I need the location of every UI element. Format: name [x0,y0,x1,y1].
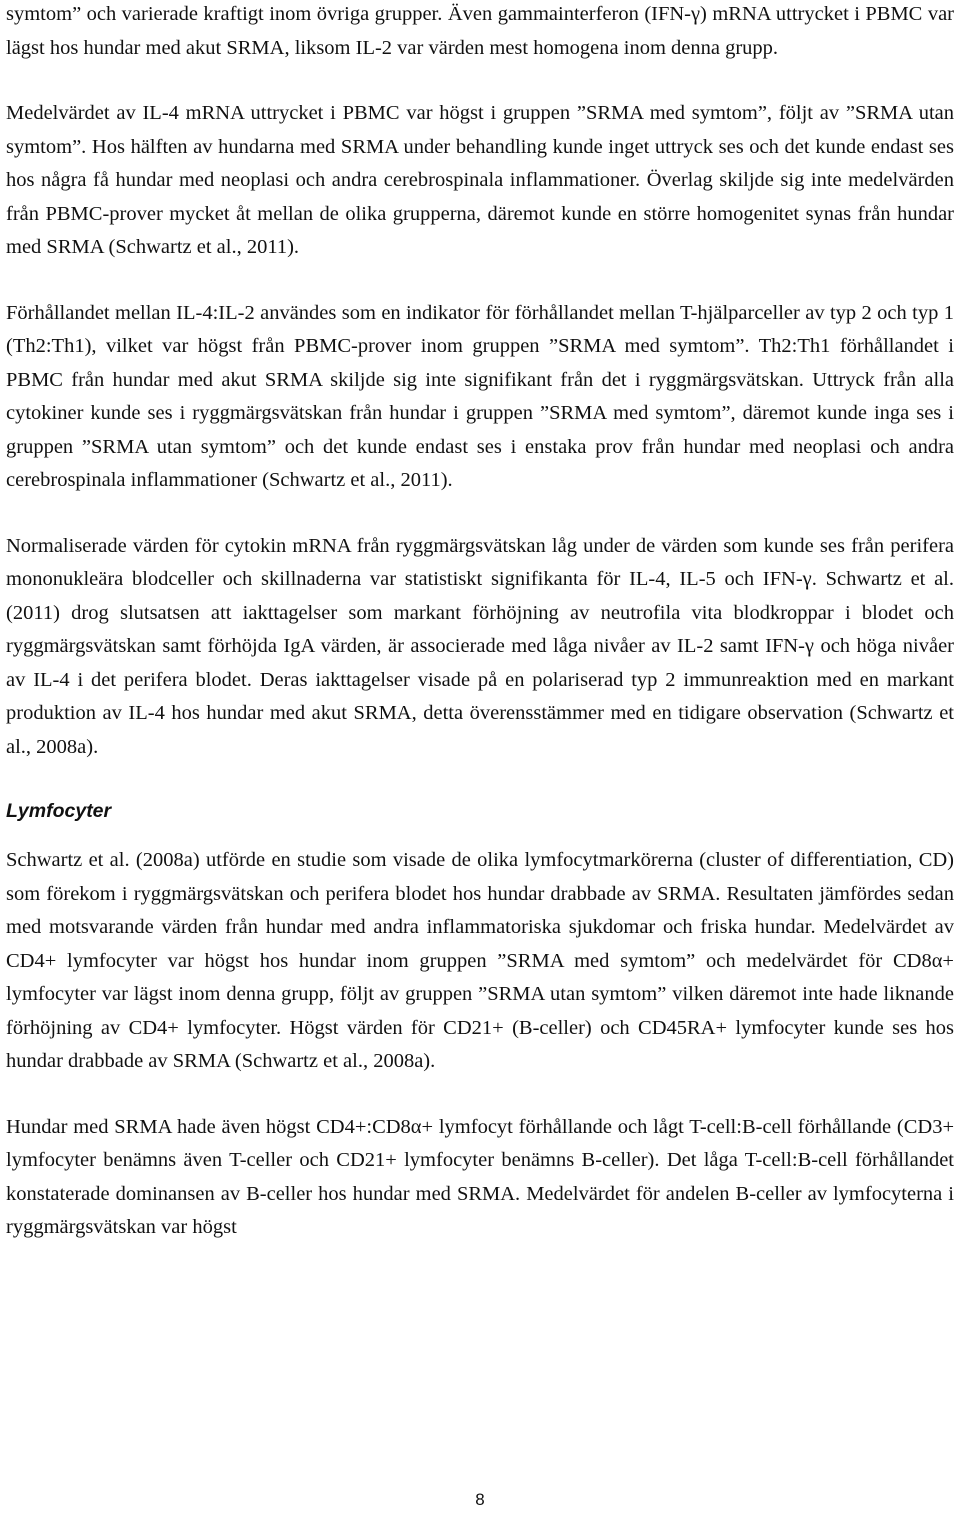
paragraph-il4-mrna: Medelvärdet av IL-4 mRNA uttrycket i PBMC var högst i gruppen ”SRMA med symtom”, följt av ”SRMA utan symtom”. Hos hälften av hundarna med SRMA under behandling kunde inget uttryck ses och det kunde endast ses hos några få hundar med neoplasi och andra cerebrospinala inflammationer. Överlag skiljde sig inte medelvärden från PBMC-prover mycket åt mellan de olika grupperna, däremot kunde en större homogenitet synas från hundar med SRMA (Schwartz et al., 2011). [6,102,954,258]
page-number: 8 [475,1490,485,1509]
paragraph-cd4-cd8-ratio: Hundar med SRMA hade även högst CD4+:CD8α+ lymfocyt förhållande och lågt T-cell:B-cell förhållande (CD3+ lymfocyter benämns även T-celler och CD21+ lymfocyter benämns B-celler). Det låga T-cell:B-cell förhållandet konstaterade dominansen av B-celler hos hundar med SRMA. Medelvärdet för andelen B-celler av lymfocyterna i ryggmärgsvätskan var högst [6,1115,954,1238]
paragraph-lymphocyte-markers: Schwartz et al. (2008a) utförde en studie som visade de olika lymfocytmarkörerna (cluster of differentiation, CD) som förekom i ryggmärgsvätskan och perifera blodet hos hundar drabbade av SRMA. Resultaten jämfördes sedan med motsvarande värden från hundar med andra inflammatoriska sjukdomar och friska hundar. Medelvärdet av CD4+ lymfocyter var högst hos hundar inom gruppen ”SRMA med symtom” och medelvärdet för CD8α+ lymfocyter var lägst inom denna grupp, följt av gruppen ”SRMA utan symtom” vilken däremot inte hade liknande förhöjning av CD4+ lymfocyter. Högst värden för CD21+ (B-celler) och CD45RA+ lymfocyter kunde ses hos hundar drabbade av SRMA (Schwartz et al., 2008a). [6,849,954,1072]
paragraph-normalized-values: Normaliserade värden för cytokin mRNA från ryggmärgsvätskan låg under de värden som kunde ses från perifera mononukleära blodceller och skillnaderna var statistiskt signifikanta för IL-4, IL-5 och IFN-γ. Schwartz et al. (2011) drog slutsatsen att iakttagelser som markant förhöjning av neutrofila vita blodkroppar i blodet och ryggmärgsvätskan samt förhöjda IgA värden, är associerade med låga nivåer av IL-2 samt IFN-γ och höga nivåer av IL-4 i det perifera blodet. Deras iakttagelser visade på en polariserad typ 2 immunreaktion med en markant produktion av IL-4 hos hundar med akut SRMA, detta överensstämmer med en tidigare observation (Schwartz et al., 2008a). [6,534,954,758]
section-heading-lymfocyter: Lymfocyter [6,800,112,822]
paragraph-th2-th1-ratio: Förhållandet mellan IL-4:IL-2 användes som en indikator för förhållandet mellan T-hjälparceller av typ 2 och typ 1 (Th2:Th1), vilket var högst från PBMC-prover inom gruppen ”SRMA med symtom”. Th2:Th1 förhållandet i PBMC från hundar med akut SRMA skiljde sig inte signifikant från det i ryggmärgsvätskan. Uttryck från alla cytokiner kunde ses i ryggmärgsvätskan från hundar i gruppen ”SRMA med symtom”, däremot kunde inga ses i gruppen ”SRMA utan symtom” och det kunde endast ses i enstaka prov från hundar med neoplasi och andra cerebrospinala inflammationer (Schwartz et al., 2011). [6,301,954,491]
paragraph-ifn-gamma: symtom” och varierade kraftigt inom övriga grupper. Även gammainterferon (IFN-γ) mRNA uttrycket i PBMC var lägst hos hundar med akut SRMA, liksom IL-2 var värden mest homogena inom denna grupp. [6,3,954,59]
document-page [6,0,954,1245]
